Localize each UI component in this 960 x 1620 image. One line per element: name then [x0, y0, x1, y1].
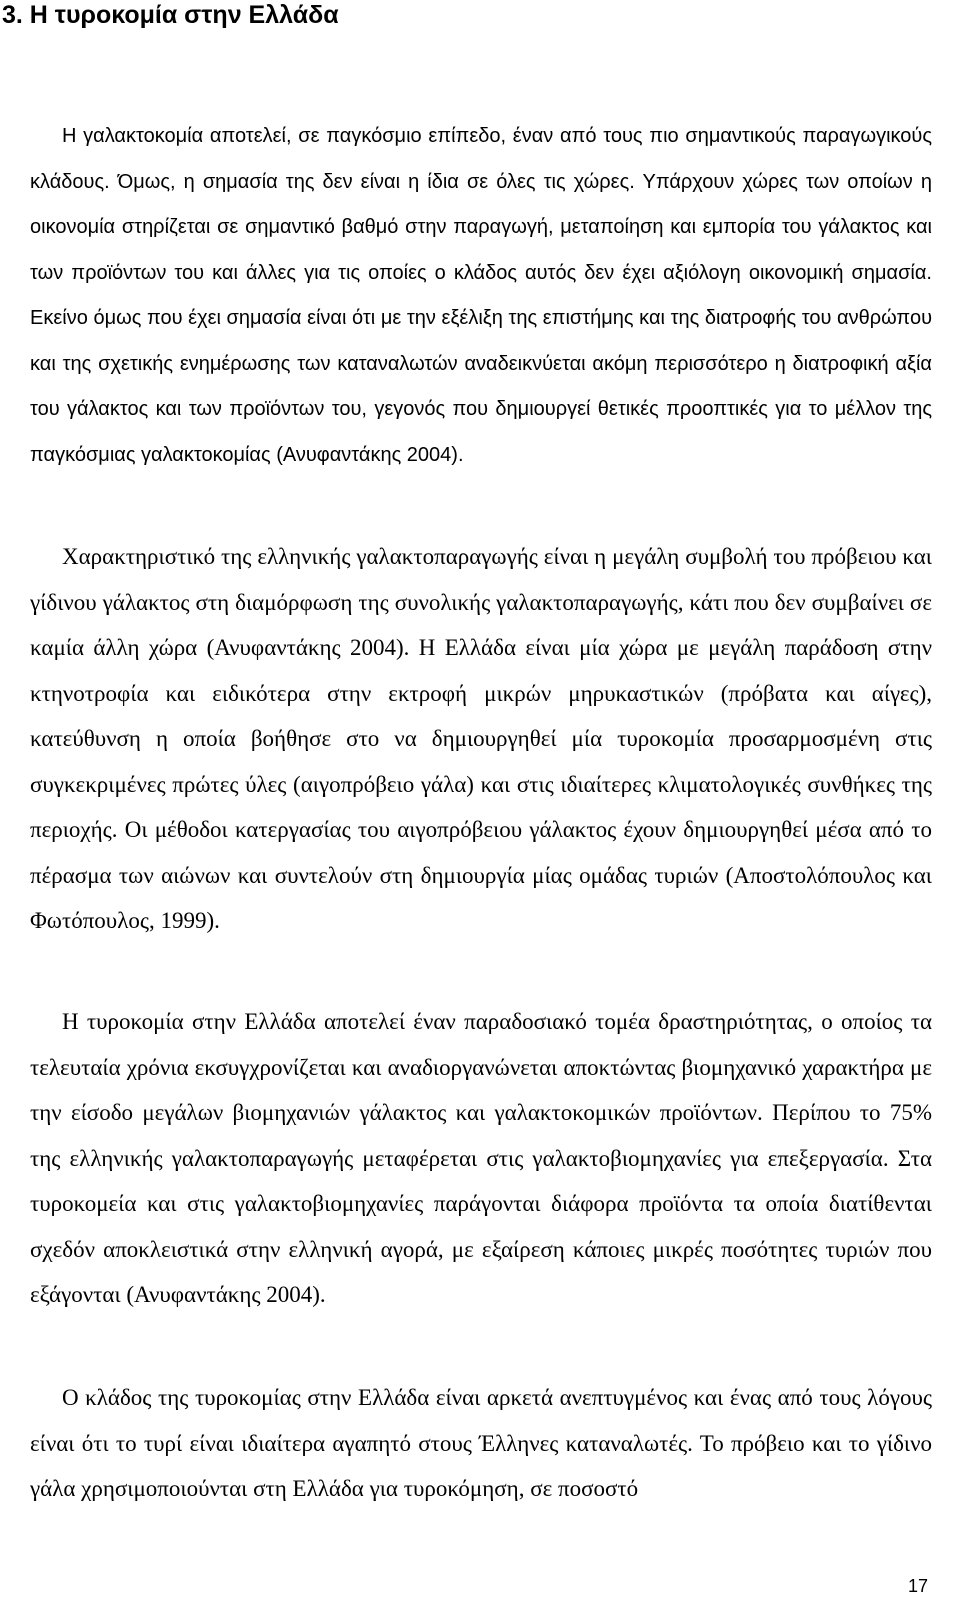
paragraph-2-block	[30, 534, 932, 944]
section-heading: 3. Η τυροκομία στην Ελλάδα	[2, 1, 339, 29]
paragraph-3-block	[30, 999, 932, 1318]
paragraph-3: Η τυροκομία στην Ελλάδα αποτελεί έναν παραδοσιακό τομέα δραστηριότητας, ο οποίος τα τελευταία χρόνια εκσυγχρονίζεται και αναδιοργανώνεται αποκτώντας βιομηχανικό χαρακτήρα με την είσοδο μεγάλων βιομηχανιών γάλακτος και γαλακτοκομικών προϊόντων. Περίπου το 75% της ελληνικής γαλακτοπαραγωγής μεταφέρεται στις γαλακτοβιομηχανίες για επεξεργασία. Στα τυροκομεία και στις γαλακτοβιομηχανίες παράγονται διάφορα προϊόντα τα οποία διατίθενται σχεδόν αποκλειστικά στην ελληνική αγορά, με εξαίρεση κάποιες μικρές ποσότητες τυριών που εξάγονται (Ανυφαντάκης 2004).	[30, 1009, 932, 1307]
paragraph-4: Ο κλάδος της τυροκομίας στην Ελλάδα είναι αρκετά ανεπτυγμένος και ένας από τους λόγους είναι ότι το τυρί είναι ιδιαίτερα αγαπητό στους Έλληνες καταναλωτές. Το πρόβειο και το γίδινο γάλα χρησιμοποιούνται στη Ελλάδα για τυροκόμηση, σε ποσοστό	[30, 1385, 932, 1501]
paragraph-1-block	[30, 114, 932, 478]
page-number: 17	[907, 1576, 928, 1596]
paragraph-1: Η γαλακτοκομία αποτελεί, σε παγκόσμιο επίπεδο, έναν από τους πιο σημαντικούς παραγωγικούς κλάδους. Όμως, η σημασία της δεν είναι η ίδια σε όλες τις χώρες. Υπάρχουν χώρες των οποίων η οικονομία στηρίζεται σε σημαντικό βαθμό στην παραγωγή, μεταποίηση και εμπορία του γάλακτος και των προϊόντων του και άλλες για τις οποίες ο κλάδος αυτός δεν έχει αξιόλογη οικονομική σημασία. Εκείνο όμως που έχει σημασία είναι ότι με την εξέλιξη της επιστήμης και της διατροφής του ανθρώπου και της σχετικής ενημέρωσης των καταναλωτών αναδεικνύεται ακόμη περισσότερο η διατροφική αξία του γάλακτος και των προϊόντων του, γεγονός που δημιουργεί θετικές προοπτικές για το μέλλον της παγκόσμιας γαλακτοκομίας (Ανυφαντάκης 2004).	[30, 125, 932, 466]
paragraph-4-block	[30, 1375, 932, 1512]
paragraph-2: Χαρακτηριστικό της ελληνικής γαλακτοπαραγωγής είναι η μεγάλη συμβολή του πρόβειου και γίδινου γάλακτος στη διαμόρφωση της συνολικής γαλακτοπαραγωγής, κάτι που δεν συμβαίνει σε καμία άλλη χώρα (Ανυφαντάκης 2004). Η Ελλάδα είναι μία χώρα με μεγάλη παράδοση στην κτηνοτροφία και ειδικότερα στην εκτροφή μικρών μηρυκαστικών (πρόβατα και αίγες), κατεύθυνση η οποία βοήθησε στο να δημιουργηθεί μία τυροκομία προσαρμοσμένη στις συγκεκριμένες πρώτες ύλες (αιγοπρόβειο γάλα) και στις ιδιαίτερες κλιματολογικές συνθήκες της περιοχής. Οι μέθοδοι κατεργασίας του αιγοπρόβειου γάλακτος έχουν δημιουργηθεί μέσα από το πέρασμα των αιώνων και συντελούν στη δημιουργία μίας ομάδας τυριών (Αποστολόπουλος και Φωτόπουλος, 1999).	[30, 544, 932, 933]
